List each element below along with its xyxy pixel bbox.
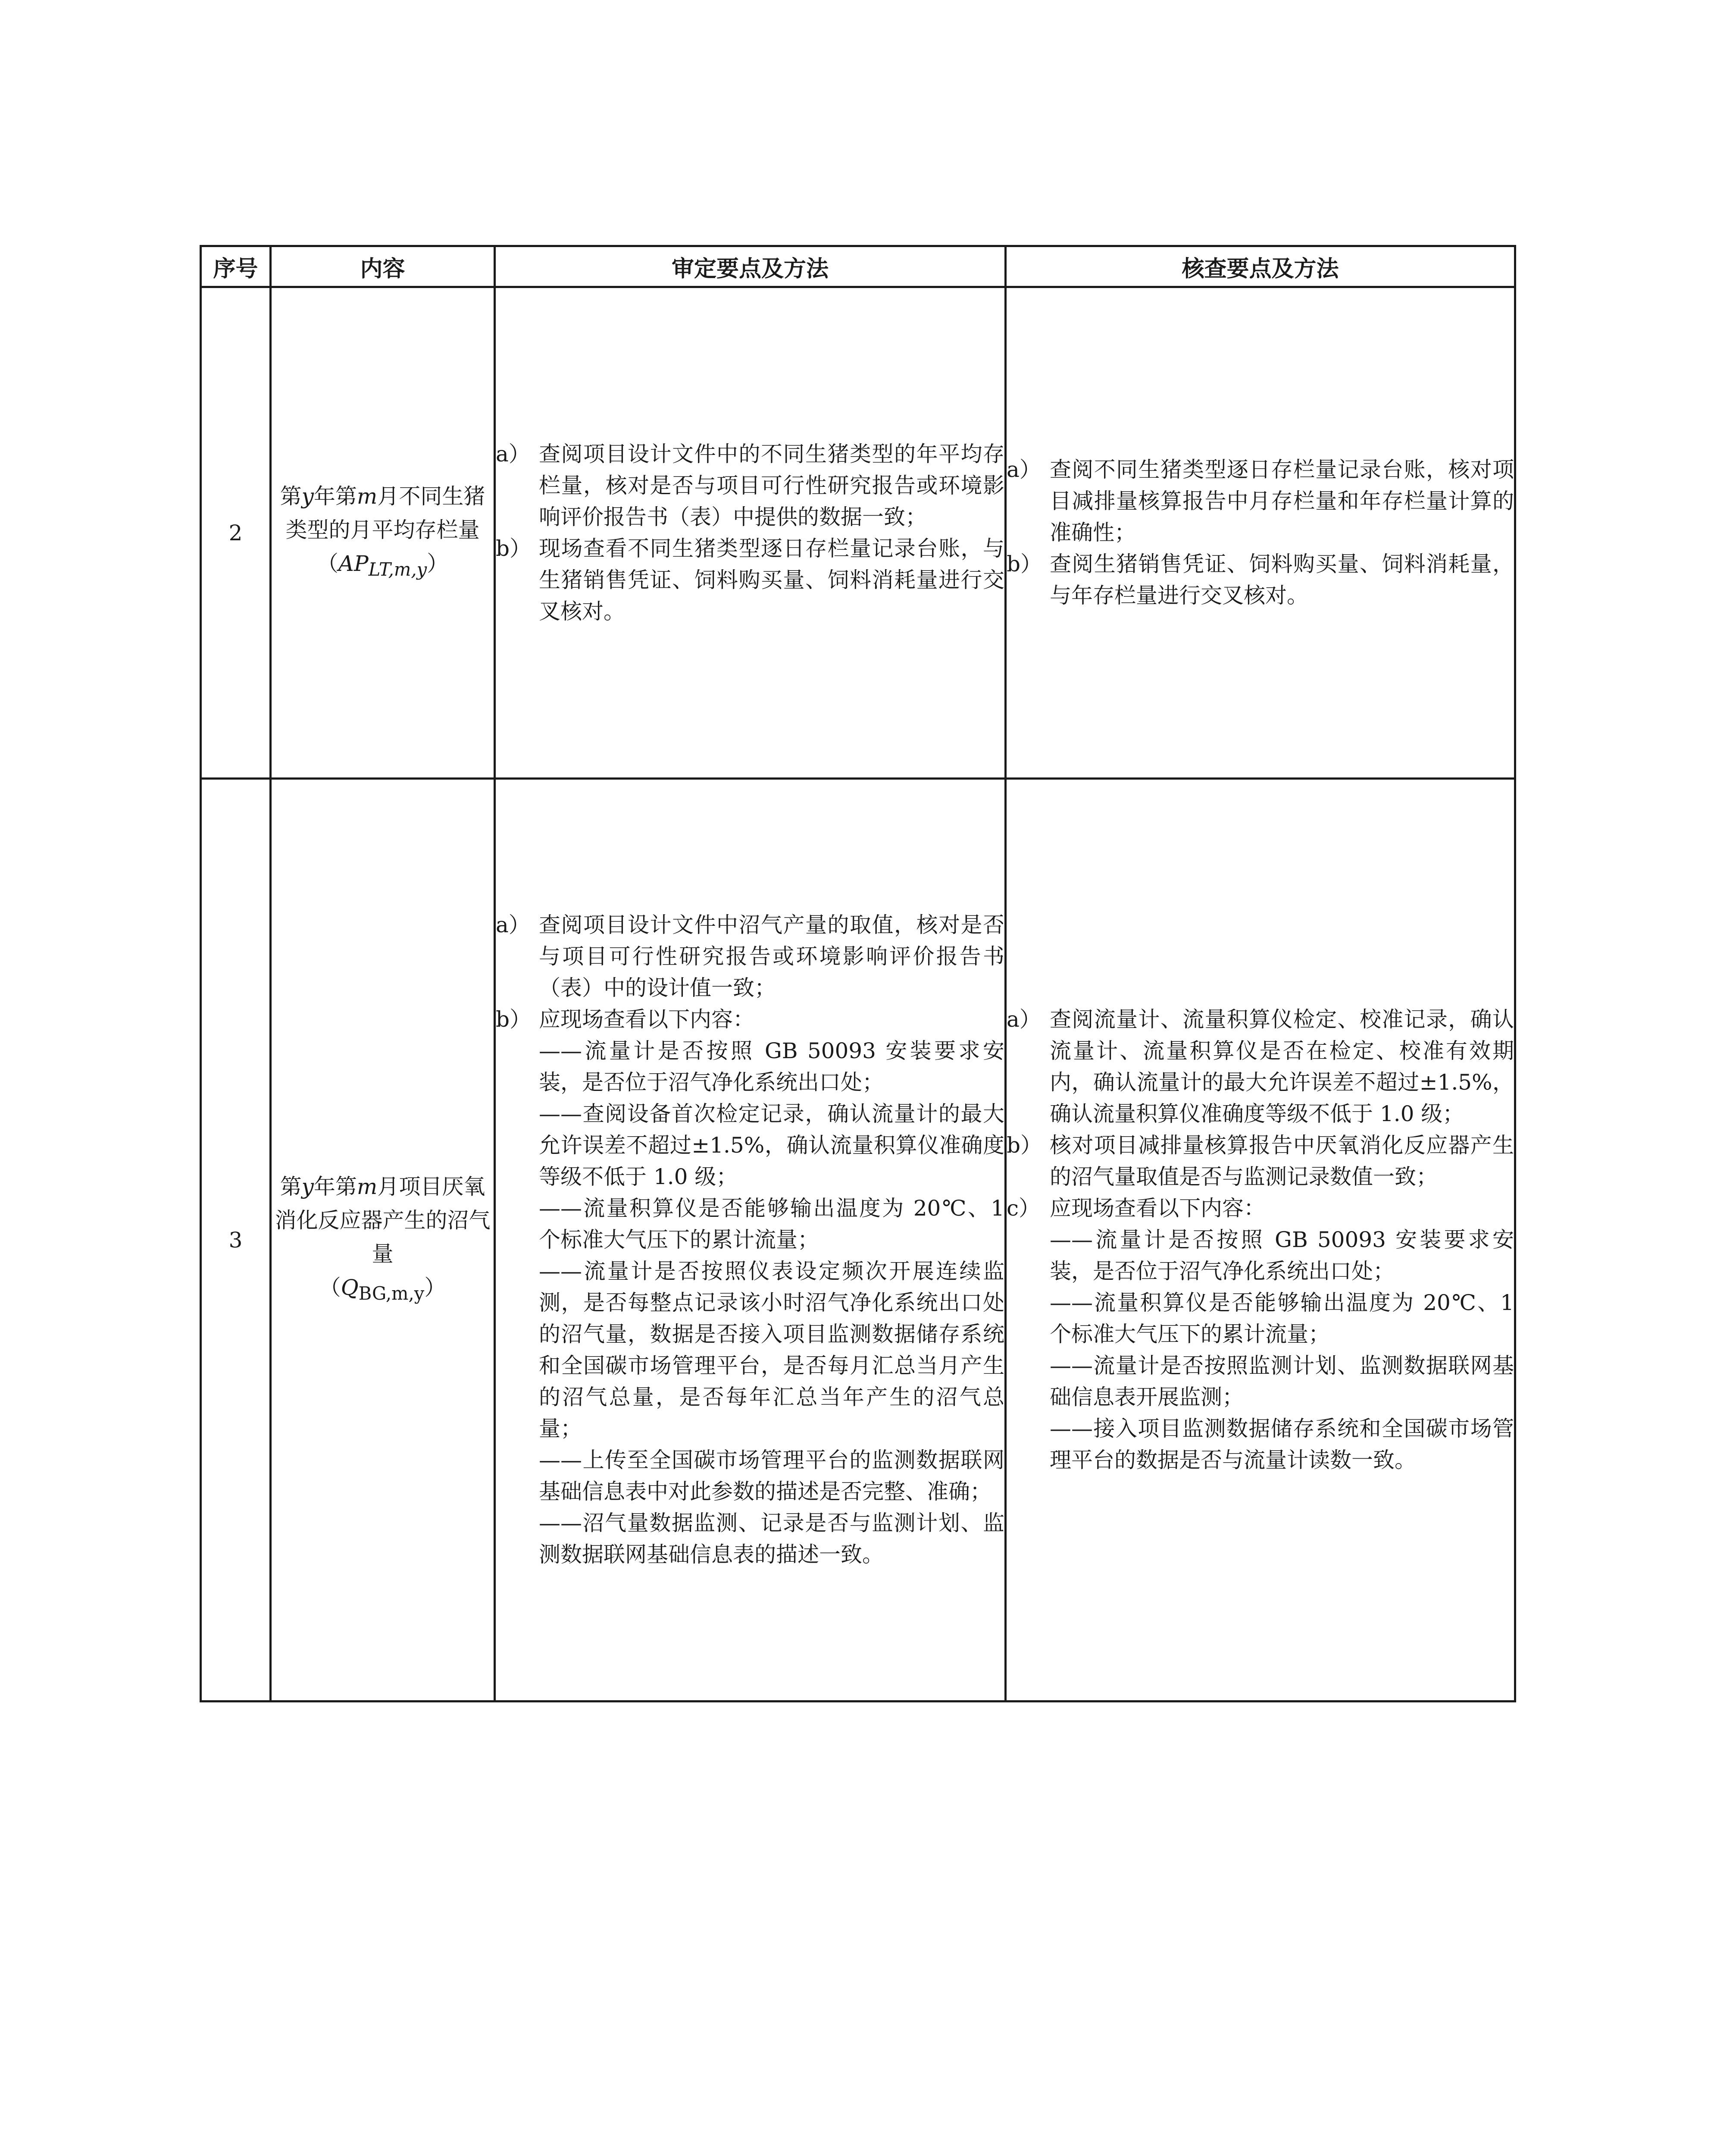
list-item-marker: a） (496, 441, 530, 467)
list-item-marker: c） (1007, 1196, 1041, 1221)
list-item-text: 现场查看不同生猪类型逐日存栏量记录台账，与生猪销售凭证、饲料购买量、饲料消耗量进行交叉核对。 (539, 536, 1004, 624)
list-sub-item: ——流量积算仪是否能够输出温度为 20℃、1 个标准大气压下的累计流量； (539, 1196, 1004, 1252)
list-item (496, 439, 1004, 533)
row-verification-points (1006, 287, 1515, 779)
row-validation-points (495, 287, 1006, 779)
list-sub-item: ——流量积算仪是否能够输出温度为 20℃、1 个标准大气压下的累计流量； (1050, 1290, 1514, 1347)
list-sub-item: ——流量计是否按照监测计划、监测数据联网基础信息表开展监测； (1050, 1353, 1514, 1410)
list-sub-item: ——流量计是否按照 GB 50093 安装要求安装，是否位于沼气净化系统出口处； (1050, 1227, 1514, 1284)
list-item-text: 查阅项目设计文件中的不同生猪类型的年平均存栏量，核对是否与项目可行性研究报告或环境影响评价报告书（表）中提供的数据一致； (539, 441, 1004, 530)
row-serial-number: 3 (201, 779, 271, 1702)
list-item-marker: a） (496, 912, 530, 937)
list-item-marker: b） (1007, 1133, 1042, 1158)
list-sub-item: ——流量计是否按照 GB 50093 安装要求安装，是否位于沼气净化系统出口处； (539, 1038, 1004, 1095)
header-content: 内容 (271, 246, 495, 287)
content-text: 第y年第m月项目厌氧消化反应器产生的沼气量 (275, 1174, 491, 1266)
header-serial-number: 序号 (201, 246, 271, 287)
list-item (496, 533, 1004, 627)
list-item-marker: b） (496, 1007, 532, 1032)
parameter-symbol: $(Q_{BG,m,y})$ (319, 1275, 446, 1304)
row-content (271, 287, 495, 779)
row-verification-points (1006, 779, 1515, 1702)
list-item-text: 查阅不同生猪类型逐日存栏量记录台账，核对项目减排量核算报告中月存栏量和年存栏量计算的准确性； (1050, 457, 1514, 545)
list-item-text: 查阅流量计、流量积算仪检定、校准记录，确认流量计、流量积算仪是否在检定、校准有效期内，确认流量计的最大允许误差不超过±1.5%，确认流量积算仪准确度等级不低于 1.0 级； (1050, 1007, 1514, 1126)
list-sub-item: ——沼气量数据监测、记录是否与监测计划、监测数据联网基础信息表的描述一致。 (539, 1510, 1004, 1567)
header-validation-points: 审定要点及方法 (495, 246, 1006, 287)
list-item (496, 1004, 1004, 1035)
list-item (496, 909, 1004, 1004)
content-text: 第y年第m月不同生猪类型的月平均存栏量 (280, 483, 485, 542)
table-row (201, 779, 1515, 1702)
table-row (201, 287, 1515, 779)
list-item (1007, 1193, 1514, 1224)
list-sub-item: ——接入项目监测数据储存系统和全国碳市场管理平台的数据是否与流量计读数一致。 (1050, 1416, 1514, 1473)
list-item-text: 应现场查看以下内容： (539, 1007, 754, 1032)
list-sub-item: ——上传至全国碳市场管理平台的监测数据联网基础信息表中对此参数的描述是否完整、准确； (539, 1448, 1004, 1504)
table-header-row (201, 246, 1515, 287)
list-item-text: 应现场查看以下内容： (1050, 1196, 1265, 1221)
list-item (1007, 1004, 1514, 1130)
review-table (200, 245, 1516, 1702)
list-item-marker: a） (1007, 1007, 1041, 1032)
parameter-symbol: $(AP_{LT,m,y})$ (316, 551, 449, 580)
list-item-text: 查阅项目设计文件中沼气产量的取值，核对是否与项目可行性研究报告或环境影响评价报告书（表）中的设计值一致； (539, 912, 1004, 1000)
list-item (1007, 454, 1514, 548)
list-item-text: 核对项目减排量核算报告中厌氧消化反应器产生的沼气量取值是否与监测记录数值一致； (1050, 1133, 1514, 1189)
list-sub-item: ——查阅设备首次检定记录，确认流量计的最大允许误差不超过±1.5%，确认流量积算仪准确度等级不低于 1.0 级； (539, 1101, 1004, 1189)
list-sub-item: ——流量计是否按照仪表设定频次开展连续监测，是否每整点记录该小时沼气净化系统出口处的沼气量，数据是否接入项目监测数据储存系统和全国碳市场管理平台，是否每月汇总当月产生的沼气总量，是否每年汇总当年产生的沼气总量； (539, 1259, 1004, 1441)
row-validation-points (495, 779, 1006, 1702)
row-content (271, 779, 495, 1702)
row-serial-number: 2 (201, 287, 271, 779)
list-item-text: 查阅生猪销售凭证、饲料购买量、饲料消耗量，与年存栏量进行交叉核对。 (1050, 552, 1514, 608)
list-item (1007, 548, 1514, 611)
list-item-marker: a） (1007, 457, 1041, 482)
header-verification-points: 核查要点及方法 (1006, 246, 1515, 287)
list-item (1007, 1130, 1514, 1193)
list-item-marker: b） (1007, 552, 1042, 577)
list-item-marker: b） (496, 536, 532, 561)
